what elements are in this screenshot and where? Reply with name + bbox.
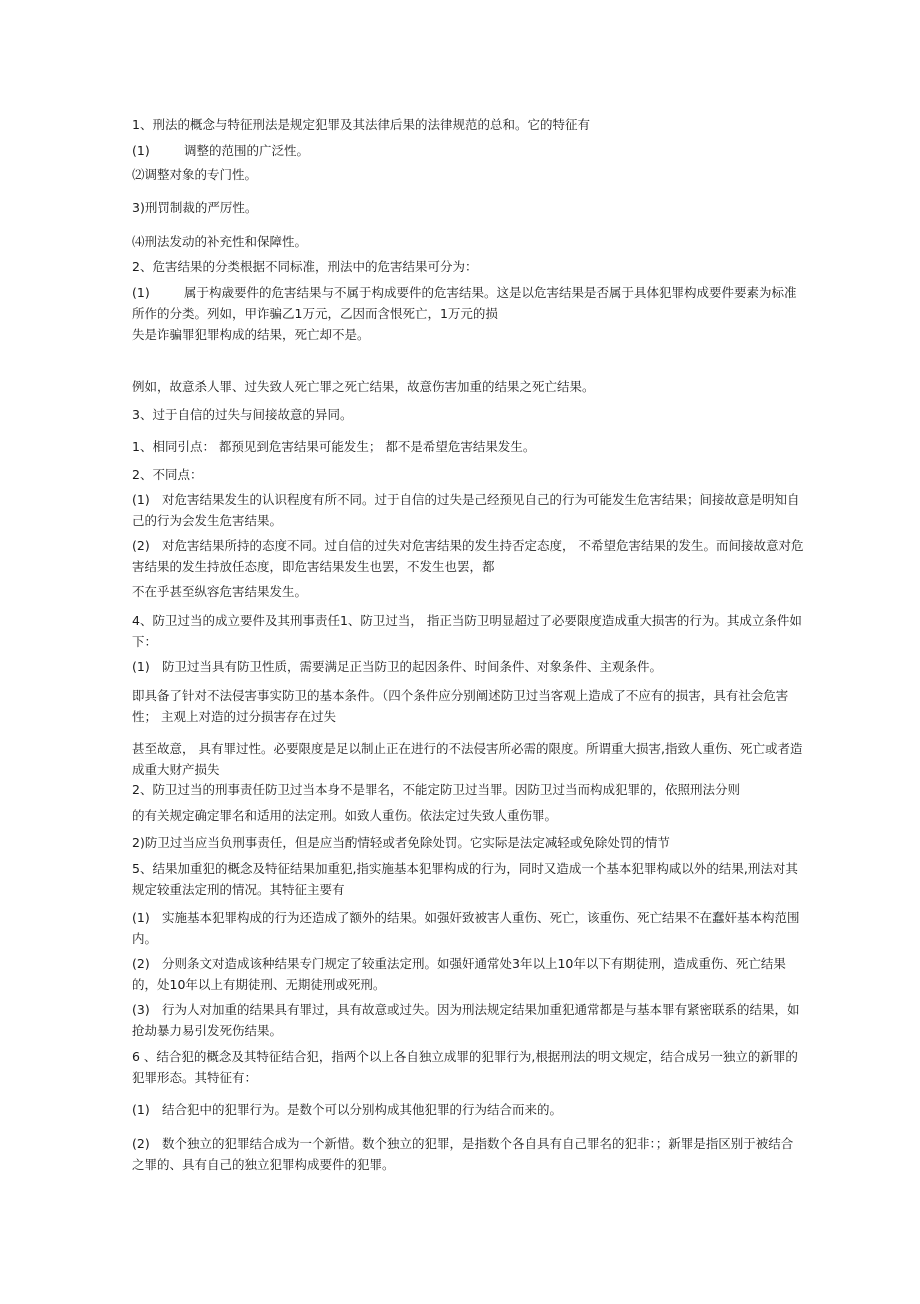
paragraph bbox=[132, 581, 804, 602]
paragraph-text: 实施基本犯罪构成的行为还造成了额外的结果。如强奸致被害人重伤、死亡，该重伤、死亡结果不在蠢奸基本构范围内。 bbox=[132, 910, 800, 946]
paragraph-text: 2、危害结果的分类根据不同标准，刑法中的危害结果可分为： bbox=[132, 259, 478, 274]
paragraph-text: ⑵调整对象的专门性。 bbox=[132, 167, 258, 182]
paragraph bbox=[132, 436, 804, 457]
list-item bbox=[132, 656, 804, 677]
paragraph-text: 防卫过当具有防卫性质，需要满足正当防卫的起因条件、时间条件、对象条件、主观条件。 bbox=[162, 659, 663, 674]
paragraph-text: 数个独立的犯罪结合成为一个新惜。数个独立的犯罪，是指数个各自具有自己罪名的犯非：；新罪是指区别于被结合之罪的、具有自己的独立犯罪构成要件的犯罪。 bbox=[132, 1136, 794, 1172]
paragraph-text: 1、相同引点： 都预见到危害结果可能发生； 都不是希望危害结果发生。 bbox=[132, 439, 536, 454]
paragraph-text: 4、防卫过当的成立要件及其刑事责任1、防卫过当， 指正当防卫明显超过了必要限度造成重大损害的行为。其成立条件如下： bbox=[132, 613, 802, 649]
heading-1 bbox=[132, 114, 804, 135]
paragraph bbox=[132, 832, 804, 853]
paragraph-text: 例如，故意杀人罪、过失致人死亡罪之死亡结果，故意伤害加重的结果之死亡结果。 bbox=[132, 379, 595, 394]
heading-5 bbox=[132, 858, 804, 900]
heading-2 bbox=[132, 256, 804, 277]
item-number: (2) bbox=[132, 1136, 150, 1151]
paragraph-text: 分则条文对造成该种结果专门规定了较重法定刑。如强奸通常处3年以上10年以下有期徒刑，造成重伤、死亡结果的，处10年以上有期徒刑、无期徒刑或死刑。 bbox=[132, 956, 786, 992]
paragraph bbox=[132, 738, 804, 780]
paragraph-text: 属于构歳要件的危害结果与不属于构成要件的危害结果。这是以危害结果是否属于具体犯罪构成要件要素为标准所作的分类。列如，甲诈骗乙1万元，乙因而含恨死亡，1万元的损 bbox=[132, 285, 797, 321]
paragraph bbox=[132, 779, 804, 800]
paragraph-text: ⑷刑法发动的补充性和保障性。 bbox=[132, 234, 308, 249]
item-number: (1) bbox=[132, 910, 150, 925]
list-item bbox=[132, 164, 804, 185]
paragraph-text: 的有关规定确定罪名和适用的法定刑。如致人重伤。依法定过失致人重伤罪。 bbox=[132, 808, 558, 823]
item-number: (1) bbox=[132, 492, 150, 507]
paragraph bbox=[132, 805, 804, 826]
paragraph-text: 2)防卫过当应当负刑事责任，但是应当酌情轻或者免除处罚。它实际是法定减轻或免除处罚的情节 bbox=[132, 835, 670, 850]
item-number: (1) bbox=[132, 143, 150, 158]
paragraph-text: 6 、结合犯的概念及其特征结合犯，指两个以上各自独立成罪的犯罪行为,根据刑法的明文规定，结合成另一独立的新罪的犯罪形态。其特征有： bbox=[132, 1049, 798, 1085]
paragraph-text: 2、不同点： bbox=[132, 467, 203, 482]
item-number: (2) bbox=[132, 956, 150, 971]
paragraph-text: 行为人对加重的结果具有罪过，具有故意或过失。因为刑法规定结果加重犯通常都是与基本罪有紧密联系的结果，如抢劫暴力易引发死伤结果。 bbox=[132, 1002, 800, 1038]
list-item bbox=[132, 282, 804, 324]
paragraph-text: 5、结果加重犯的概念及特征结果加重犯,指实施基本犯罪构成的行为，同时又造成一个基本犯罪构咸以外的结果,刑法对其规定较重法定刑的情况。其特征主要有 bbox=[132, 861, 798, 897]
paragraph bbox=[132, 464, 804, 485]
paragraph-text: 失是诈骗罪犯罪构成的结果，死亡却不是。 bbox=[132, 327, 370, 342]
item-number: (1) bbox=[132, 1102, 150, 1117]
paragraph-text: 3、过于自信的过失与间接故意的异同。 bbox=[132, 407, 353, 422]
paragraph-text: 对危害结果发生的认识程度有所不同。过于自信的过失是己经预见自己的行为可能发生危害结果；间接故意是明知自己的行为会发生危害结果。 bbox=[132, 492, 800, 528]
item-number: (3) bbox=[132, 1002, 150, 1017]
heading-6 bbox=[132, 1046, 804, 1088]
item-number: (1) bbox=[132, 285, 150, 300]
list-item bbox=[132, 489, 804, 531]
item-number: (1) bbox=[132, 659, 150, 674]
list-item bbox=[132, 535, 804, 577]
paragraph-text: 结合犯中的犯罪行为。是数个可以分别构成其他犯罪的行为结合而来的。 bbox=[162, 1102, 563, 1117]
paragraph-text: 1、刑法的概念与特征刑法是规定犯罪及其法律后果的法律规范的总和。它的特征有 bbox=[132, 117, 590, 132]
paragraph bbox=[132, 376, 804, 397]
list-item bbox=[132, 231, 804, 252]
paragraph-text: 甚至故意， 具有罪过性。必要限度是足以制止正在进行的不法侵害所必需的限度。所谓重大损害,指致人重伤、死亡或者造成重大财产损失 bbox=[132, 741, 803, 777]
paragraph-text: 即具备了针对不法侵害事实防卫的基本条件。（四个条件应分别阐述防卫过当客观上造成了不应有的损害，具有社会危害性； 主观上对造的过分损害存在过失 bbox=[132, 688, 789, 724]
list-item bbox=[132, 999, 804, 1041]
list-item bbox=[132, 907, 804, 949]
list-item bbox=[132, 140, 804, 161]
paragraph bbox=[132, 685, 804, 727]
paragraph bbox=[132, 324, 804, 345]
paragraph-text: 3)刑罚制裁的严厉性。 bbox=[132, 200, 258, 215]
list-item bbox=[132, 953, 804, 995]
list-item bbox=[132, 1099, 804, 1120]
heading-4 bbox=[132, 610, 804, 652]
heading-3 bbox=[132, 404, 804, 425]
paragraph-text: 对危害结果所持的态度不同。过自信的过失对危害结果的发生持否定态度， 不希望危害结果的发生。而间接故意对危害结果的发生持放任态度，即危害结果发生也罢，不发生也罢，都 bbox=[132, 538, 804, 574]
paragraph-text: 调整的范围的广泛性。 bbox=[184, 143, 310, 158]
paragraph-text: 不在乎甚至纵容危害结果发生。 bbox=[132, 584, 308, 599]
paragraph-text: 2、防卫过当的刑事责任防卫过当本身不是罪名，不能定防卫过当罪。因防卫过当而构成犯罪的，依照刑法分则 bbox=[132, 782, 740, 797]
list-item bbox=[132, 1133, 804, 1175]
list-item bbox=[132, 197, 804, 218]
item-number: (2) bbox=[132, 538, 150, 553]
